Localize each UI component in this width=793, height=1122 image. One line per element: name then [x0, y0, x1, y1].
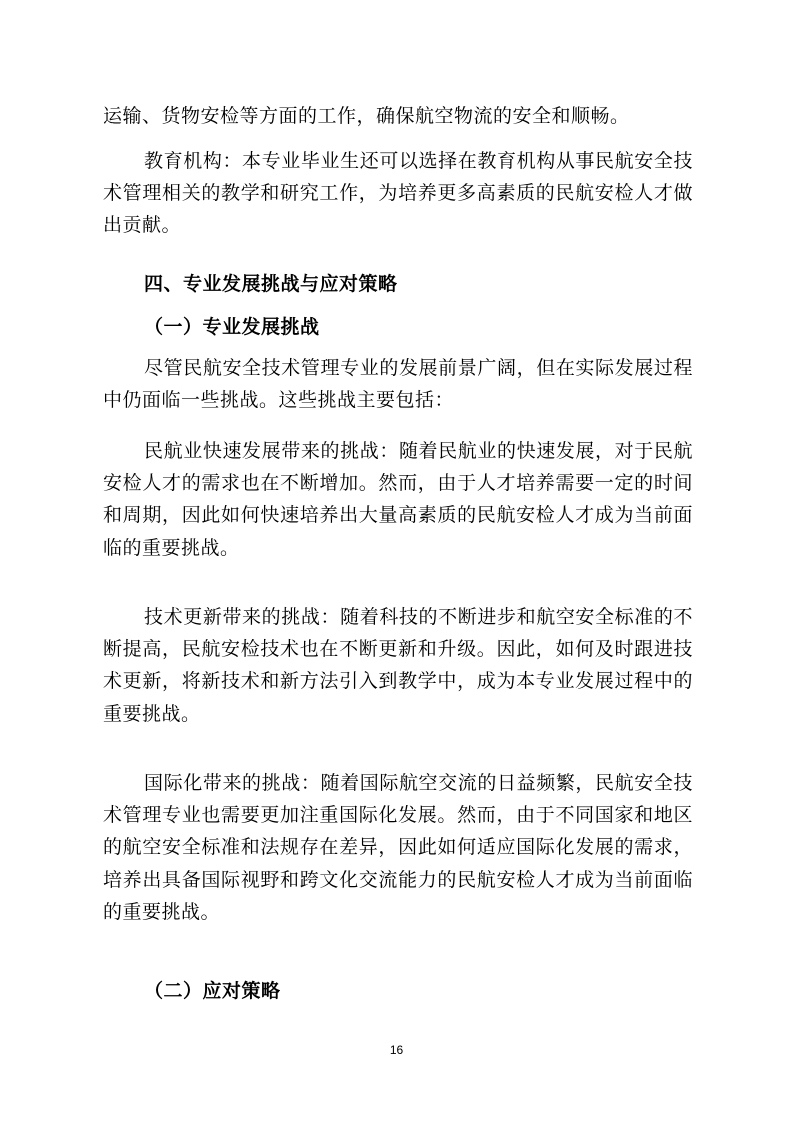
subsection-heading-response-strategies: （二）应对策略	[144, 980, 281, 1002]
paragraph-continuation: 运输、货物安检等方面的工作，确保航空物流的安全和顺畅。	[103, 105, 630, 127]
paragraph-education-institutions: 教育机构：本专业毕业生还可以选择在教育机构从事民航安全技术管理相关的教学和研究工作，为培养更多高素质的民航安检人才做出贡献。	[103, 150, 693, 237]
section-heading-challenges-and-strategies: 四、专业发展挑战与应对策略	[144, 273, 398, 295]
paragraph-industry-growth-challenge: 民航业快速发展带来的挑战：随着民航业的快速发展，对于民航安检人才的需求也在不断增加。然而，由于人才培养需要一定的时间和周期，因此如何快速培养出大量高素质的民航安检人才成为当前面临的重要挑战。	[103, 440, 693, 559]
paragraph-technology-update-challenge: 技术更新带来的挑战：随着科技的不断进步和航空安全标准的不断提高，民航安检技术也在不断更新和升级。因此，如何及时跟进技术更新，将新技术和新方法引入到教学中，成为本专业发展过程中的重要挑战。	[103, 606, 693, 725]
subsection-heading-development-challenges: （一）专业发展挑战	[144, 316, 320, 338]
paragraph-internationalization-challenge: 国际化带来的挑战：随着国际航空交流的日益频繁，民航安全技术管理专业也需要更加注重国际化发展。然而，由于不同国家和地区的航空安全标准和法规存在差异，因此如何适应国际化发展的需求，培养出具备国际视野和跨文化交流能力的民航安检人才成为当前面临的重要挑战。	[103, 772, 693, 923]
page-number: 16	[389, 1043, 404, 1057]
paragraph-challenges-intro: 尽管民航安全技术管理专业的发展前景广阔，但在实际发展过程中仍面临一些挑战。这些挑战主要包括：	[103, 357, 693, 412]
